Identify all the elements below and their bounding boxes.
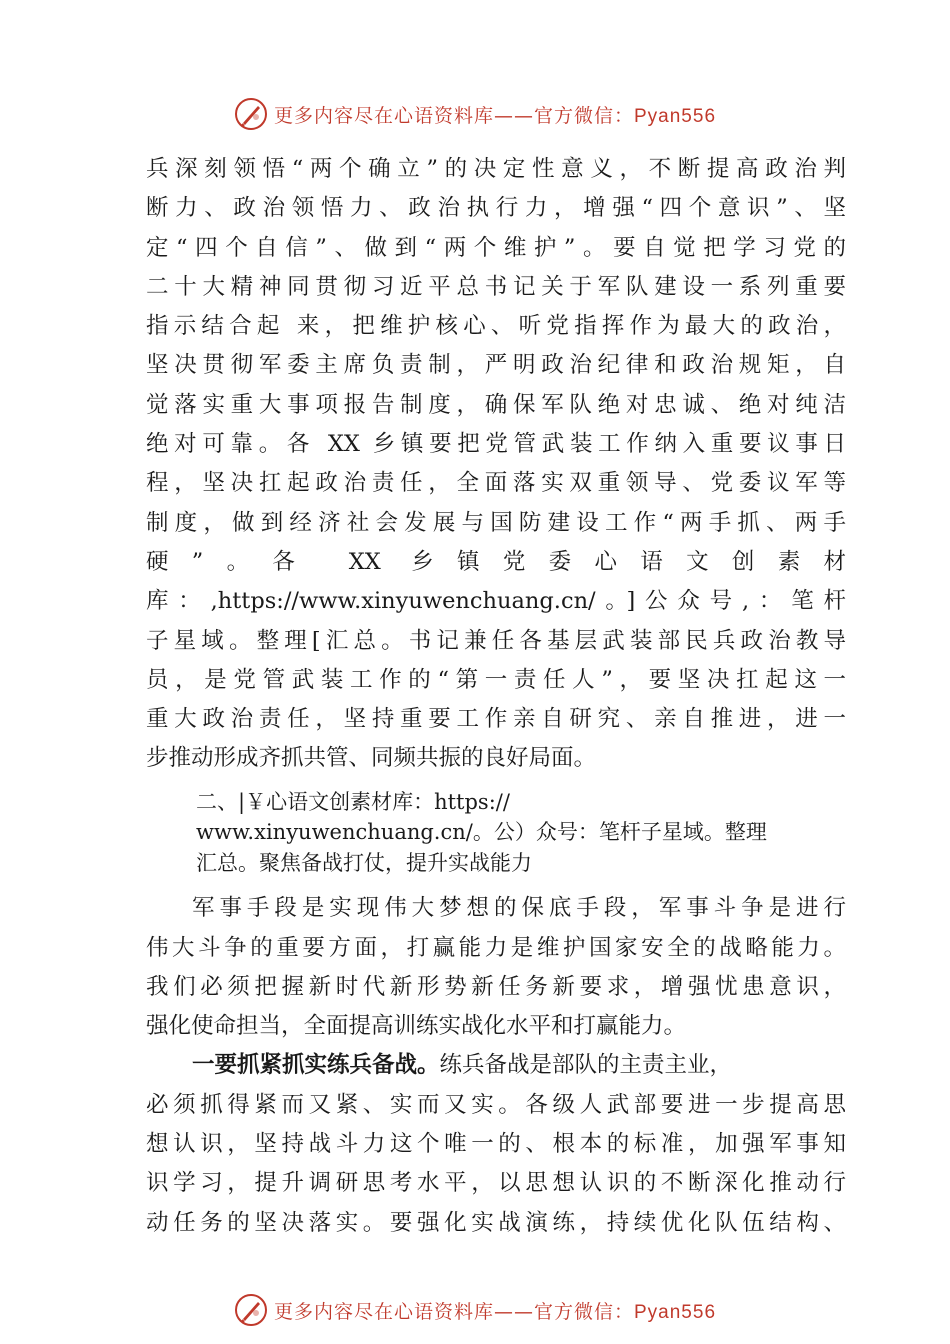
- text-line: 重大政治责任，坚持重要工作亲自研究、亲自推进，进一: [146, 706, 846, 733]
- quill-pen-logo-icon: [234, 97, 268, 131]
- text-line: 兵深刻领悟“两个确立”的决定性意义，不断提高政治判: [146, 156, 846, 182]
- text-line: 库：,https://www.xinyuwenchuang.cn/。]公众号,：笔杆: [146, 588, 846, 615]
- banner-brand: 更多内容尽在心语资料库: [273, 1300, 494, 1323]
- bold-lead: 一要抓紧抓实练兵备战。: [192, 1052, 440, 1079]
- banner-brand: 更多内容尽在心语资料库: [273, 104, 494, 127]
- text-line: 识学习，提升调研思考水平，以思想认识的不断深化推动行: [146, 1170, 846, 1197]
- text-line: 程，坚决扛起政治责任，全面落实双重领导、党委议军等: [146, 470, 846, 497]
- text-line: 军事手段是实现伟大梦想的保底手段，军事斗争是进行: [192, 895, 846, 922]
- quill-pen-logo-icon: [234, 1293, 268, 1327]
- banner-wechat-label: 官方微信：: [533, 104, 634, 127]
- text-line: 伟大斗争的重要方面，打赢能力是维护国家安全的战略能力。: [146, 934, 846, 961]
- text-line: 步推动形成齐抓共管、同频共振的良好局面。: [146, 745, 597, 772]
- text-line: 坚决贯彻军委主席负责制，严明政治纪律和政治规矩，自: [146, 352, 846, 379]
- text-line: 制度，做到经济社会发展与国防建设工作“两手抓、两手: [146, 509, 846, 536]
- header-banner: [0, 94, 950, 134]
- banner-text: [274, 101, 716, 128]
- heading-line: 汇总。聚焦备战打仗，提升实战能力: [196, 850, 532, 875]
- banner-separator: ——: [493, 104, 534, 127]
- footer-banner: [0, 1290, 950, 1330]
- text-line: [146, 1046, 846, 1085]
- paragraph-2: [146, 889, 846, 1046]
- heading-line: www.xinyuwenchuang.cn/。公）众号：笔杆子星域。整理: [196, 820, 767, 845]
- text-line: 强化使命担当，全面提高训练实战化水平和打赢能力。: [146, 1013, 687, 1040]
- paragraph-3: [146, 1046, 846, 1242]
- text-line: 我们必须把握新时代新形势新任务新要求，增强忧患意识，: [146, 973, 846, 1000]
- section-heading-2: [146, 787, 846, 879]
- document-body: [146, 150, 846, 1243]
- text-line: 想认识，坚持战斗力这个唯一的、根本的标准，加强军事知: [146, 1131, 846, 1158]
- banner-wechat-label: 官方微信：: [533, 1300, 634, 1323]
- text-line: 绝对可靠。各 XX 乡镇要把党管武装工作纳入重要议事日: [146, 431, 846, 458]
- text-line: 必须抓得紧而又紧、实而又实。各级人武部要进一步提高思: [146, 1091, 846, 1118]
- text-line: 定“四个自信”、做到“两个维护”。要自觉把学习党的: [146, 234, 846, 261]
- heading-line: 二、|￥心语文创素材库：https://: [196, 789, 510, 814]
- banner-separator: ——: [493, 1300, 534, 1323]
- text-line: 子星域。整理[汇总。书记兼任各基层武装部民兵政治教导: [146, 627, 846, 654]
- text-line: 员，是党管武装工作的“第一责任人”，要坚决扛起这一: [146, 666, 846, 693]
- text-line: 断力、政治领悟力、政治执行力，增强“四个意识”、坚: [146, 195, 846, 222]
- paragraph-1: [146, 150, 846, 779]
- banner-text: [274, 1297, 716, 1324]
- text-line: 动任务的坚决落实。要强化实战演练，持续优化队伍结构、: [146, 1209, 846, 1236]
- lead-rest: 练兵备战是部队的主责主业，: [439, 1052, 733, 1079]
- text-line: 二十大精神同贯彻习近平总书记关于军队建设一系列重要: [146, 273, 846, 300]
- text-line: 觉落实重大事项报告制度，确保军队绝对忠诚、绝对纯洁: [146, 391, 846, 418]
- banner-wechat-id: Pyan556: [634, 105, 717, 127]
- text-line: 硬”。各 XX 乡镇党委心语文创素材: [146, 548, 846, 575]
- banner-wechat-id: Pyan556: [634, 1301, 717, 1323]
- text-line: 指示结合起 来，把维护核心、听党指挥作为最大的政治，: [146, 313, 846, 340]
